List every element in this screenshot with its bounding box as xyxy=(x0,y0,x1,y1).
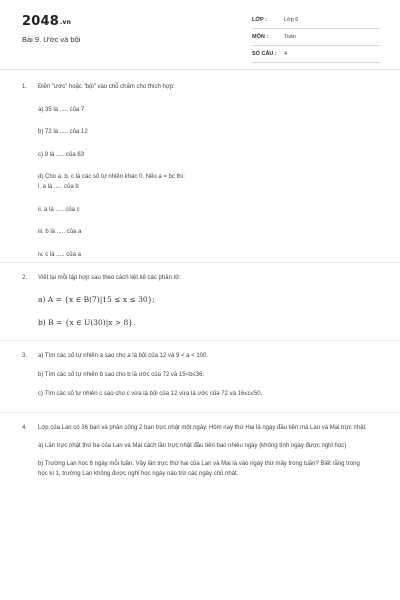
question-item: b) Trường Lan học 6 ngày mỗi tuần. Vậy lần trực thứ hai của Lan và Mai là vào ngày thứ mấy trong tuần? Biết rằng trong học kì 1, trường Lan không được nghỉ học ngày nào trừ các ngày chủ nhật. xyxy=(38,461,360,477)
meta-row-class xyxy=(252,14,380,29)
question-prompt: Điền "ước" hoặc "bội" vào chỗ chấm cho thích hợp: xyxy=(38,84,175,90)
set-expression: a) A = {x ∈ B(7)|15 ≤ x ≤ 30}; xyxy=(38,295,155,304)
site-logo[interactable] xyxy=(22,14,71,29)
question-prompt: Viết lại mỗi tập hợp sau theo cách liệt kê các phần tử: xyxy=(38,275,181,281)
lesson-title: Bài 9. Ước và bội xyxy=(22,35,81,44)
meta-row-subject xyxy=(252,31,380,46)
meta-label-class: LỚP : xyxy=(252,17,267,23)
set-expression: b) B = {x ∈ U(30)|x > 8}. xyxy=(38,318,136,327)
question-subitem: ii. a là ..... của c xyxy=(38,206,80,213)
question-number: 1. xyxy=(22,84,28,90)
question-prompt: Lớp của Lan có 36 bạn và phân công 2 bạn trực nhật một ngày. Hôm nay thứ Hai là ngày đầu tiên mà Lan và Mai trực nhật. xyxy=(38,425,367,431)
meta-label-count: SỐ CÂU : xyxy=(252,51,277,57)
question-divider xyxy=(0,262,400,263)
question-number: 3. xyxy=(22,353,28,359)
meta-value-class: Lớp 6 xyxy=(284,17,299,23)
meta-value-count: 4 xyxy=(284,51,288,57)
meta-value-subject: Toán xyxy=(284,34,296,40)
question-subitem: iv. c là ..... của a xyxy=(38,251,81,258)
question-prompt: a) Tìm các số tự nhiên a sao cho a là bội của 12 và 9 < a < 100. xyxy=(38,353,209,359)
question-item: b) 72 là ..... của 12 xyxy=(38,129,88,135)
meta-panel xyxy=(252,14,380,65)
question-item: a) 35 là ..... của 7 xyxy=(38,106,85,113)
question-item: a) Lần trực nhật thứ ba của Lan và Mai cách lần trực nhật đầu tiên bao nhiêu ngày (không tính ngày được nghỉ học) xyxy=(38,443,347,449)
header-divider xyxy=(0,69,400,70)
question-item: b) Tìm các số tự nhiên b sao cho b là ước của 72 và 15<b≤36. xyxy=(38,372,205,378)
question-divider xyxy=(0,340,400,341)
header xyxy=(0,0,400,62)
question-item: c) Tìm các số tự nhiên c sao cho c vừa là bội của 12 vừa là ước của 72 và 16≤c≤50. xyxy=(38,391,263,397)
question-divider xyxy=(0,412,400,413)
meta-row-count xyxy=(252,48,380,63)
logo-suffix: .vn xyxy=(59,19,72,26)
question-item: d) Cho a, b, c là các số tự nhiên khác 0. Nếu a = bc thì: xyxy=(38,174,185,180)
meta-label-subject: MÔN : xyxy=(252,34,269,40)
question-subitem: iii. b là ..... của a xyxy=(38,229,82,235)
question-number: 2. xyxy=(22,275,28,281)
question-subitem: i. a là ..... của b xyxy=(38,184,79,190)
question-number: 4. xyxy=(22,425,28,431)
question-item: c) 9 là ..... của 63 xyxy=(38,151,85,158)
logo-main: 2048 xyxy=(22,14,59,29)
